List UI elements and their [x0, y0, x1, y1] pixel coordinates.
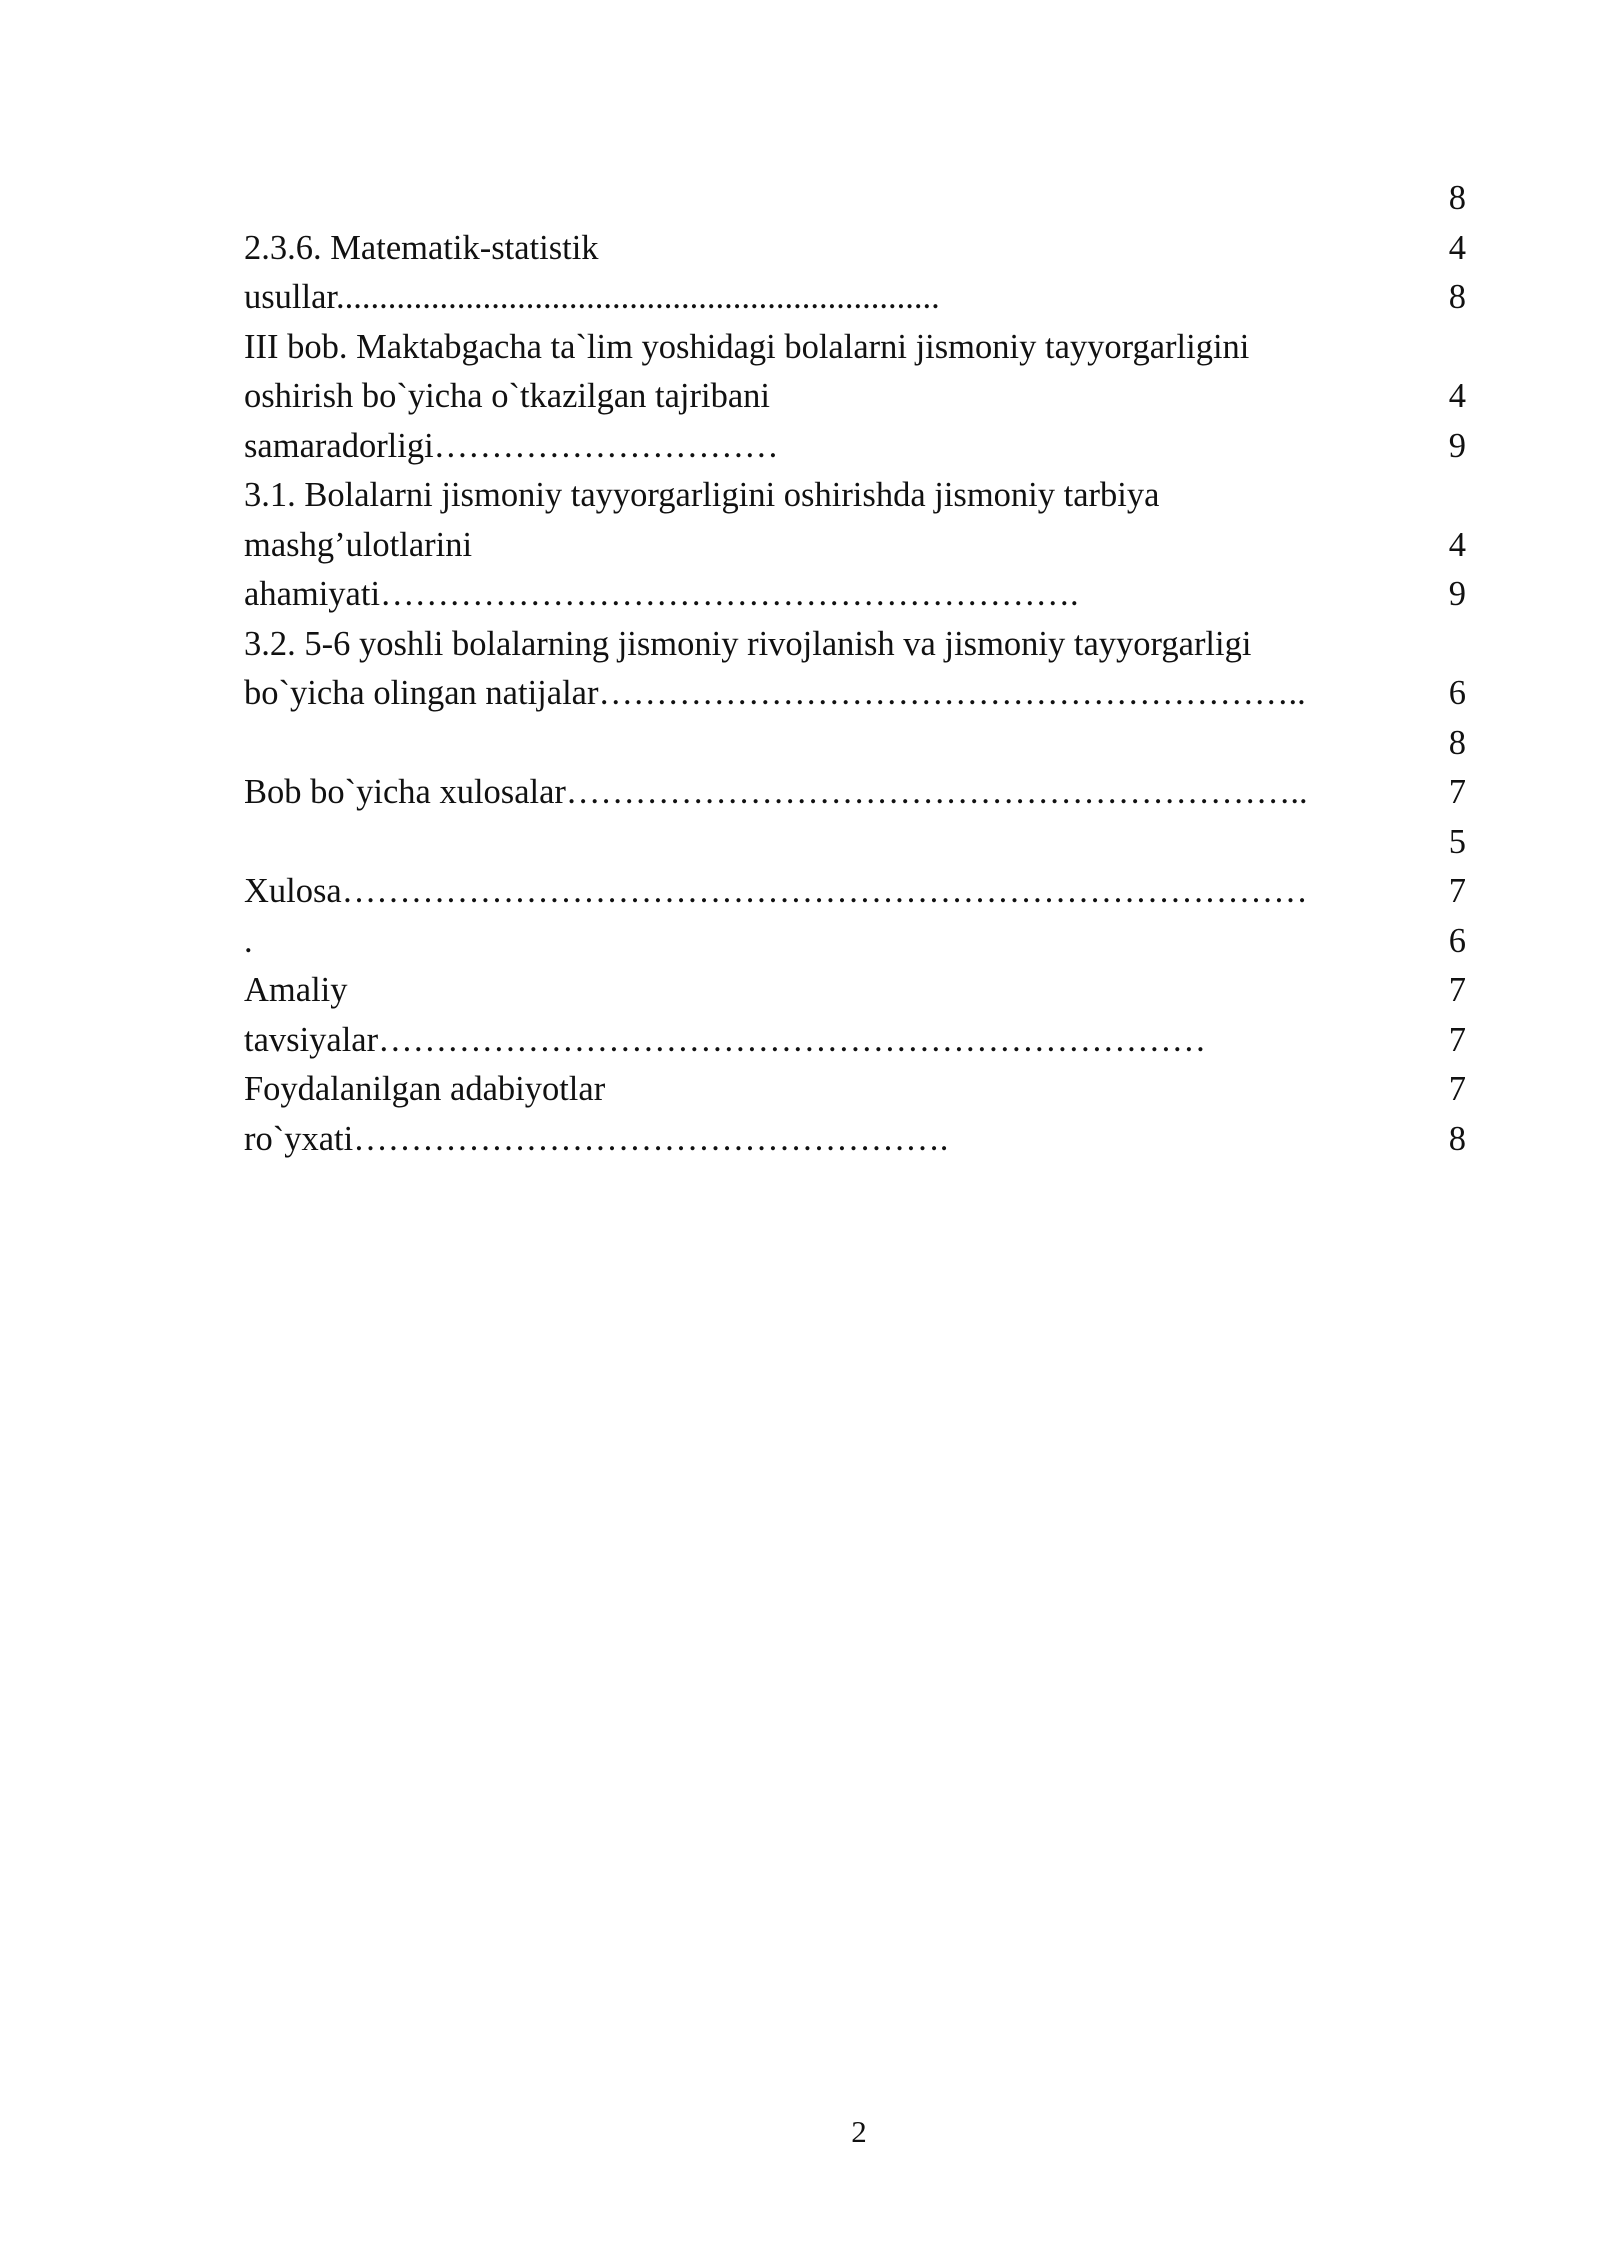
toc-line: [244, 372, 1466, 422]
toc-page-number: 7: [1448, 773, 1466, 811]
toc-entry-text: 3.1. Bolalarni jismoniy tayyorgarligini oshirishda jismoniy tarbiya: [244, 476, 1160, 514]
toc-line: [244, 570, 1466, 620]
toc-page-number: 6: [1448, 921, 1466, 960]
toc-page-number: 4: [1448, 228, 1466, 267]
toc-line: [244, 1115, 1466, 1165]
toc-page-number: 8: [1448, 723, 1466, 762]
toc-page-number: 7: [1448, 1020, 1466, 1059]
toc-entry-text: samaradorligi…………………………: [244, 426, 779, 465]
page-number: 2: [851, 2114, 867, 2149]
toc-entry-text: .: [244, 921, 253, 960]
toc-entry-text: tavsiyalar………………………………………………………………: [244, 1020, 1207, 1059]
toc-entry-text: Amaliy: [244, 971, 348, 1009]
toc-page-number: 7: [1448, 971, 1466, 1009]
toc-line: [244, 174, 1466, 224]
toc-page-number: 7: [1448, 872, 1466, 910]
toc-entry-text: bo`yicha olingan natijalar……………………………………………………..: [244, 674, 1306, 712]
toc-entry-text: mashg’ulotlarini: [244, 525, 473, 564]
toc-page-number: 8: [1448, 278, 1466, 316]
toc-page-number: 8: [1448, 179, 1466, 217]
toc-page-number: 4: [1448, 377, 1466, 415]
toc-line: [244, 966, 1466, 1016]
toc-line: [244, 917, 1466, 967]
toc-line: [244, 224, 1466, 274]
toc-line: [244, 1016, 1466, 1066]
toc-entry-text: III bob. Maktabgacha ta`lim yoshidagi bolalarni jismoniy tayyorgarligini: [244, 327, 1250, 366]
toc-page-number: 9: [1448, 426, 1466, 465]
toc-page-number: 7: [1448, 1070, 1466, 1108]
toc-entry-text: usullar......................................................................: [244, 278, 940, 316]
toc-page-number: 8: [1448, 1119, 1466, 1158]
toc-entry-text: oshirish bo`yicha o`tkazilgan tajribani: [244, 377, 770, 415]
toc-page-number: 5: [1448, 822, 1466, 861]
toc-page-number: 4: [1448, 525, 1466, 564]
toc-line: [244, 471, 1466, 521]
toc-line: [244, 669, 1466, 719]
toc-line: [244, 768, 1466, 818]
toc-entry-text: ahamiyati…………………………………………………….: [244, 575, 1079, 613]
toc-entry-text: 2.3.6. Matematik-statistik: [244, 228, 599, 267]
toc-line: [244, 273, 1466, 323]
toc-line: [244, 818, 1466, 868]
toc-line: [244, 323, 1466, 373]
toc-page-number: 9: [1448, 575, 1466, 613]
toc-entry-text: ro`yxati…………………………………………….: [244, 1119, 949, 1158]
toc-line: [244, 620, 1466, 670]
toc-entry-text: Bob bo`yicha xulosalar………………………………………………………..: [244, 773, 1308, 811]
toc-entry-text: Foydalanilgan adabiyotlar: [244, 1070, 606, 1108]
toc-line: [244, 867, 1466, 917]
toc-line: [244, 521, 1466, 571]
toc-line: [244, 719, 1466, 769]
toc-entry-text: Xulosa…………………………………………………………………………: [244, 872, 1308, 910]
table-of-contents: [244, 174, 1466, 1164]
toc-line: [244, 1065, 1466, 1115]
toc-page-number: 6: [1448, 674, 1466, 712]
toc-entry-text: 3.2. 5-6 yoshli bolalarning jismoniy rivojlanish va jismoniy tayyorgarligi: [244, 624, 1252, 663]
toc-line: [244, 422, 1466, 472]
